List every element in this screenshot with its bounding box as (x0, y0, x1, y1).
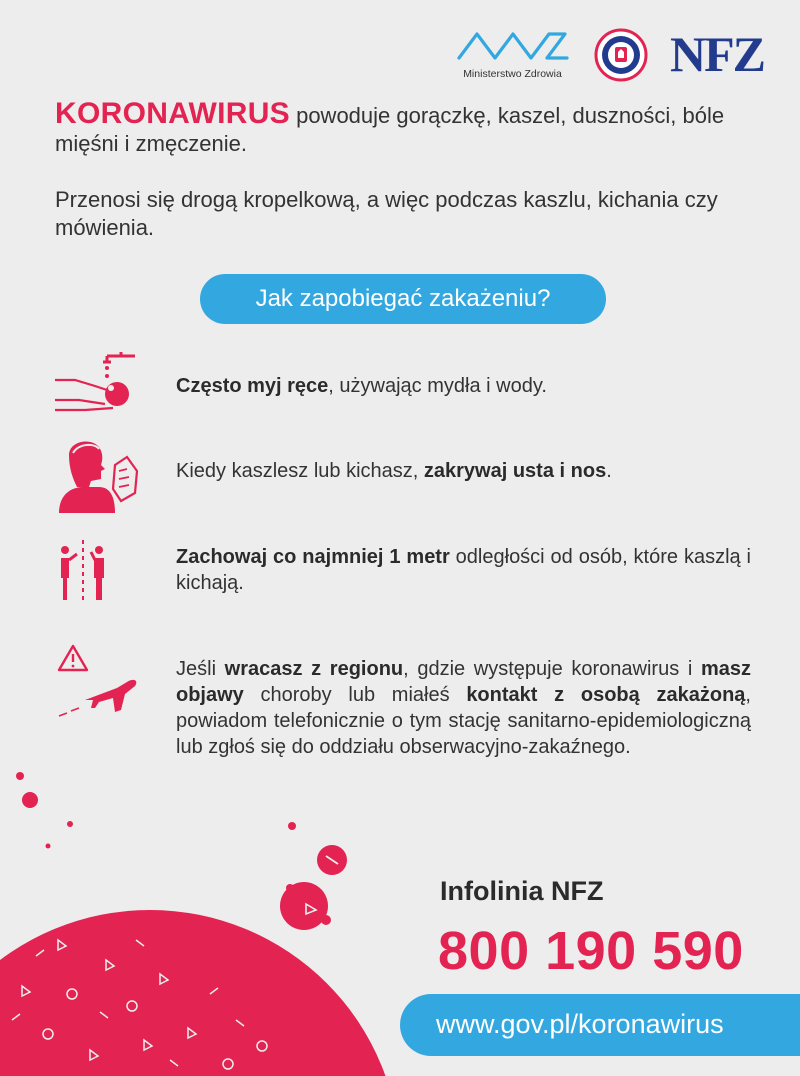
item-cough-end: . (606, 460, 612, 482)
url-link[interactable]: www.gov.pl/koronawirus (436, 1009, 724, 1039)
item-travel-t4: , powiadom telefonicznie o tym stację sanitarno-epidemiologiczną lub zgłoś się do oddziału obserwacyjno-zakaźnego. (176, 684, 751, 758)
symptoms-text: powoduje gorączkę, kaszel, duszności, bóle mięśni i zmęczenie. (55, 103, 725, 156)
item-travel-b1: wracasz z regionu (224, 658, 404, 680)
transmission-text: Przenosi się drogą kropelkową, a więc podczas kaszlu, kichania czy mówienia. (55, 187, 718, 240)
item-travel-t2: , gdzie występuje koronawirus i (403, 658, 701, 680)
item-cough-text (176, 458, 751, 484)
item-cough-lead: Kiedy kaszlesz lub kichasz, (176, 460, 424, 482)
intro-symptoms (55, 97, 755, 158)
item-travel-t3: choroby lub miałeś (243, 684, 467, 706)
item-handwash-bold: Często myj ręce (176, 375, 329, 397)
handwash-icon (55, 350, 145, 430)
nfz-logo: NFZ (670, 26, 764, 82)
item-distance-bold: Zachowaj co najmniej 1 metr (176, 546, 450, 568)
infoline-phone[interactable]: 800 190 590 (438, 921, 744, 981)
item-distance-rest: odległości od osób, które kaszlą i kichają. (176, 546, 751, 594)
item-distance-text (176, 544, 751, 596)
cough-cover-icon (55, 435, 145, 515)
ministry-name: Ministerstwo Zdrowia (463, 68, 562, 80)
infoline-label: Infolinia NFZ (440, 876, 604, 906)
ministry-logo (455, 28, 570, 88)
item-handwash-text (176, 373, 751, 399)
item-travel-text (176, 656, 751, 760)
travel-warning-icon (55, 640, 145, 720)
keyword-koronawirus: KORONAWIRUS (55, 97, 290, 130)
ministry-logo-mark (455, 28, 570, 68)
intro-section (55, 97, 755, 242)
item-travel-t1: Jeśli (176, 658, 225, 680)
prevention-heading: Jak zapobiegać zakażeniu? (200, 274, 606, 324)
distance-icon (55, 536, 145, 616)
item-handwash-rest: , używając mydła i wody. (328, 375, 547, 397)
item-cough-bold: zakrywaj usta i nos (423, 460, 607, 482)
psse-logo (594, 28, 648, 82)
item-travel-b2: masz objawy (176, 658, 751, 706)
item-travel-b3: kontakt z osobą zakażoną (466, 684, 746, 706)
